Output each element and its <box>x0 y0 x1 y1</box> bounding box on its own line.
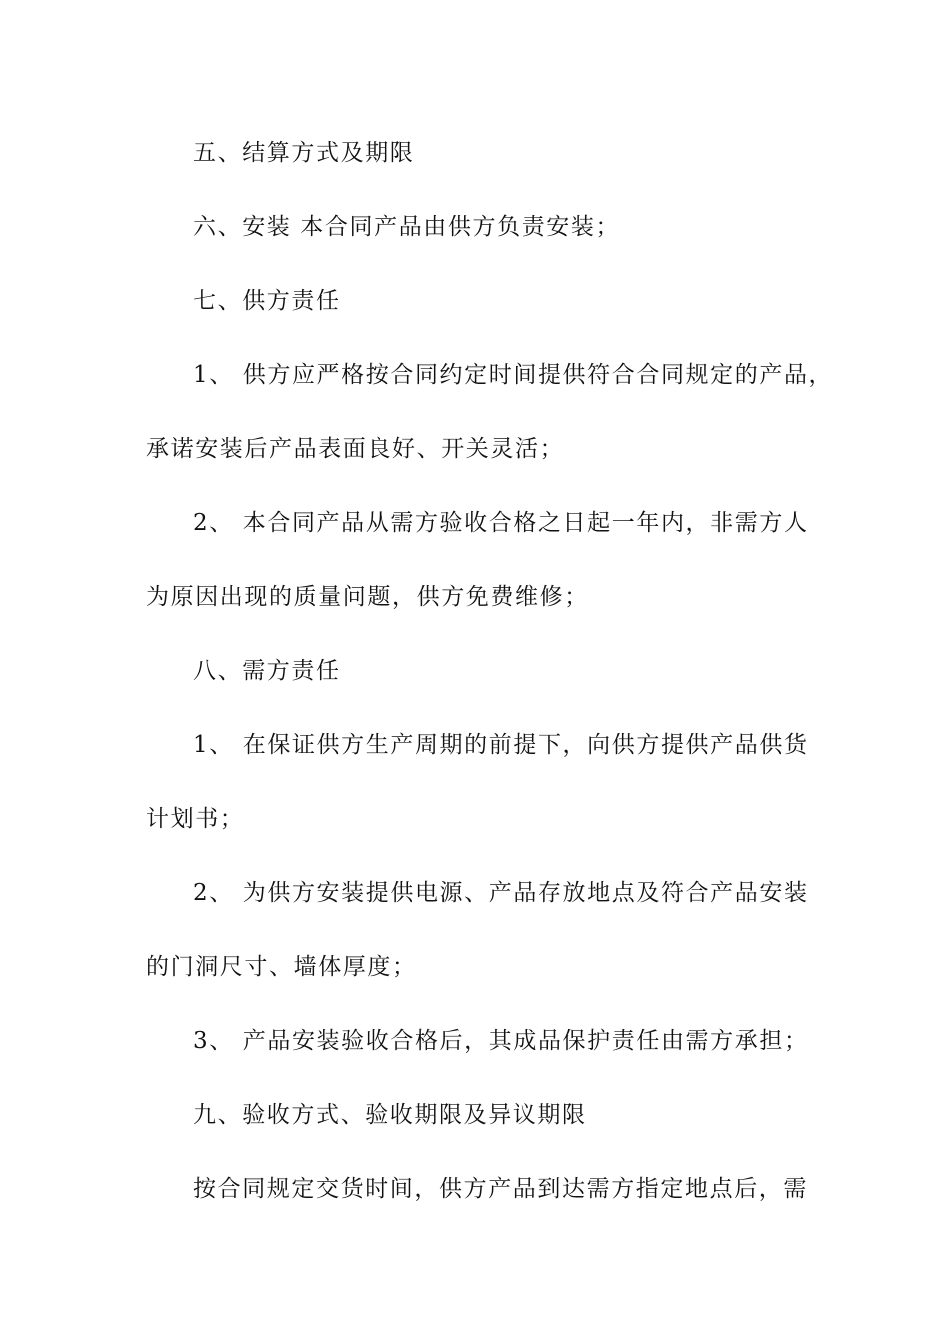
section-heading-7: 七、供方责任 <box>193 288 341 314</box>
paragraph-line: 1、 在保证供方生产周期的前提下，向供方提供产品供货 <box>193 732 809 758</box>
section-heading-6: 六、安装 本合同产品由供方负责安装； <box>193 214 621 240</box>
section-heading-8: 八、需方责任 <box>193 658 341 684</box>
paragraph-line: 2、 为供方安装提供电源、产品存放地点及符合产品安装 <box>193 880 809 906</box>
paragraph-line: 为原因出现的质量问题，供方免费维修； <box>146 584 589 610</box>
paragraph-line: 的门洞尺寸、墙体厚度； <box>146 954 417 980</box>
paragraph-line: 按合同规定交货时间，供方产品到达需方指定地点后，需 <box>193 1176 808 1202</box>
paragraph-line: 3、 产品安装验收合格后，其成品保护责任由需方承担； <box>193 1028 809 1054</box>
paragraph-line: 1、 供方应严格按合同约定时间提供符合合同规定的产品， <box>193 362 834 388</box>
paragraph-line: 承诺安装后产品表面良好、开关灵活； <box>146 436 565 462</box>
paragraph-line: 2、 本合同产品从需方验收合格之日起一年内，非需方人 <box>193 510 809 536</box>
section-heading-5: 五、结算方式及期限 <box>193 140 415 166</box>
section-heading-9: 九、验收方式、验收期限及异议期限 <box>193 1102 587 1128</box>
paragraph-line: 计划书； <box>146 806 245 832</box>
